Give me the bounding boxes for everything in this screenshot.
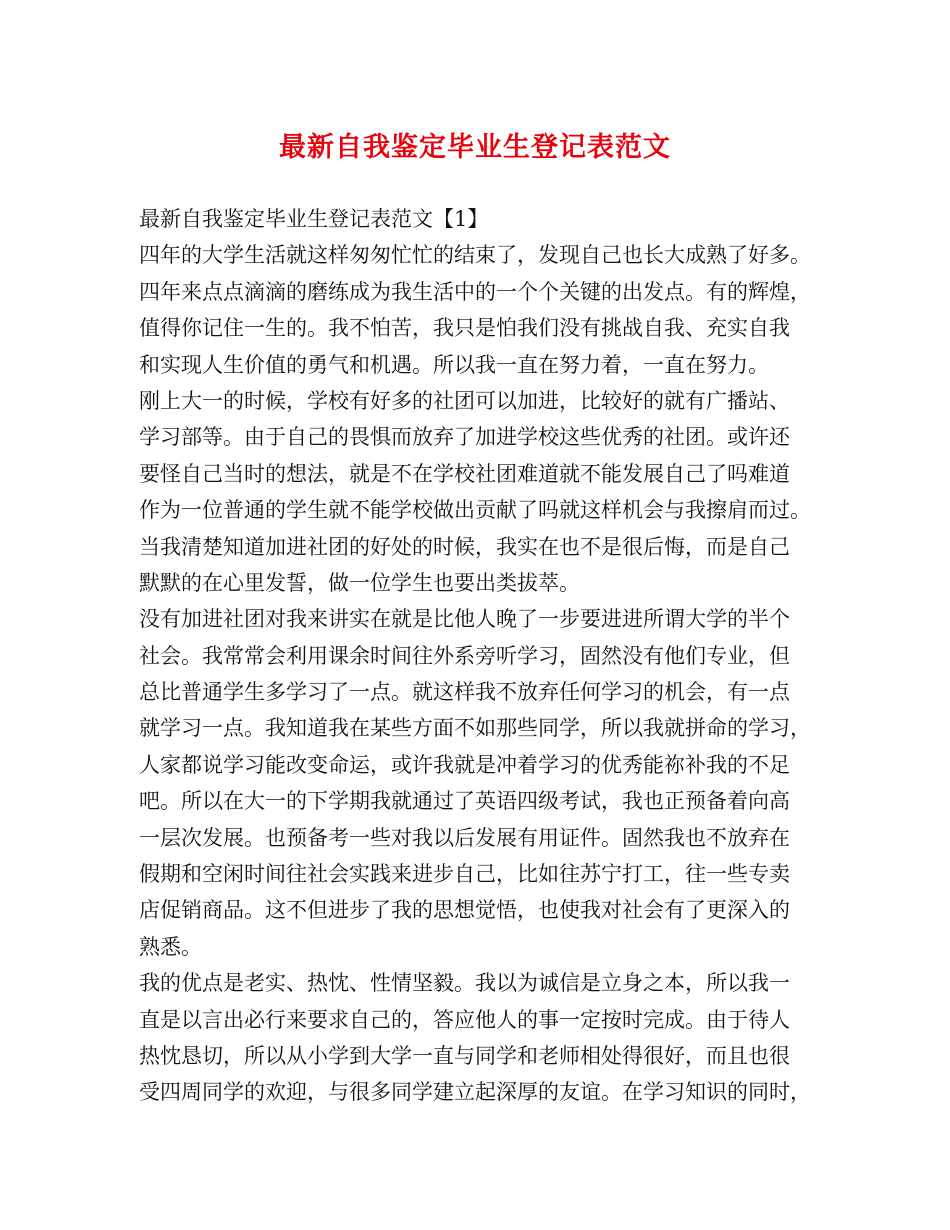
text-line: 学习部等。由于自己的畏惧而放弃了加进学校这些优秀的社团。或许还 (139, 425, 790, 450)
text-line: 人家都说学习能改变命运，或许我就是冲着学习的优秀能祢补我的不足 (139, 752, 790, 777)
text-line: 一层次发展。也预备考一些对我以后发展有用证件。固然我也不放弃在 (139, 825, 790, 850)
text-line: 假期和空闲时间往社会实践来进步自己，比如往苏宁打工，往一些专卖 (139, 862, 790, 887)
text-line: 吧。所以在大一的下学期我就通过了英语四级考试，我也正预备着向高 (139, 789, 790, 814)
text-line: 总比普通学生多学习了一点。就这样我不放弃任何学习的机会，有一点 (139, 680, 790, 705)
text-line: 社会。我常常会利用课余时间往外系旁听学习，固然没有他们专业，但 (139, 643, 790, 668)
document-body (139, 201, 829, 1111)
text-line: 作为一位普通的学生就不能学校做出贡献了吗就这样机会与我擦肩而过。 (139, 498, 811, 523)
text-line: 熟悉。 (139, 934, 202, 959)
text-line: 四年的大学生活就这样匆匆忙忙的结束了，发现自己也长大成熟了好多。 (139, 243, 811, 268)
text-line: 当我清楚知道加进社团的好处的时候，我实在也不是很后悔，而是自己 (139, 534, 790, 559)
text-line: 直是以言出必行来要求自己的，答应他人的事一定按时完成。由于待人 (139, 1007, 790, 1032)
text-line: 四年来点点滴滴的磨练成为我生活中的一个个关键的出发点。有的辉煌， (139, 279, 811, 304)
text-line: 要怪自己当时的想法，就是不在学校社团难道就不能发展自己了吗难道 (139, 461, 790, 486)
text-line: 默默的在心里发誓，做一位学生也要出类拔萃。 (139, 570, 580, 595)
text-line: 刚上大一的时候，学校有好多的社团可以加进，比较好的就有广播站、 (139, 388, 790, 413)
document-title: 最新自我鉴定毕业生登记表范文 (279, 132, 671, 163)
text-line: 我的优点是老实、热忱、性情坚毅。我以为诚信是立身之本，所以我一 (139, 971, 790, 996)
text-line: 店促销商品。这不但进步了我的思想觉悟，也使我对社会有了更深入的 (139, 898, 790, 923)
text-line: 没有加进社团对我来讲实在就是比他人晚了一步要进进所谓大学的半个 (139, 607, 790, 632)
text-line: 热忱恳切，所以从小学到大学一直与同学和老师相处得很好，而且也很 (139, 1043, 790, 1068)
text-line: 最新自我鉴定毕业生登记表范文【1】 (139, 207, 489, 231)
text-line: 和实现人生价值的勇气和机遇。所以我一直在努力着，一直在努力。 (139, 352, 769, 377)
text-line: 就学习一点。我知道我在某些方面不如那些同学，所以我就拼命的学习， (139, 716, 811, 741)
text-line: 受四周同学的欢迎，与很多同学建立起深厚的友谊。在学习知识的同时， (139, 1080, 811, 1105)
text-line: 值得你记住一生的。我不怕苦，我只是怕我们没有挑战自我、充实自我 (139, 316, 790, 341)
